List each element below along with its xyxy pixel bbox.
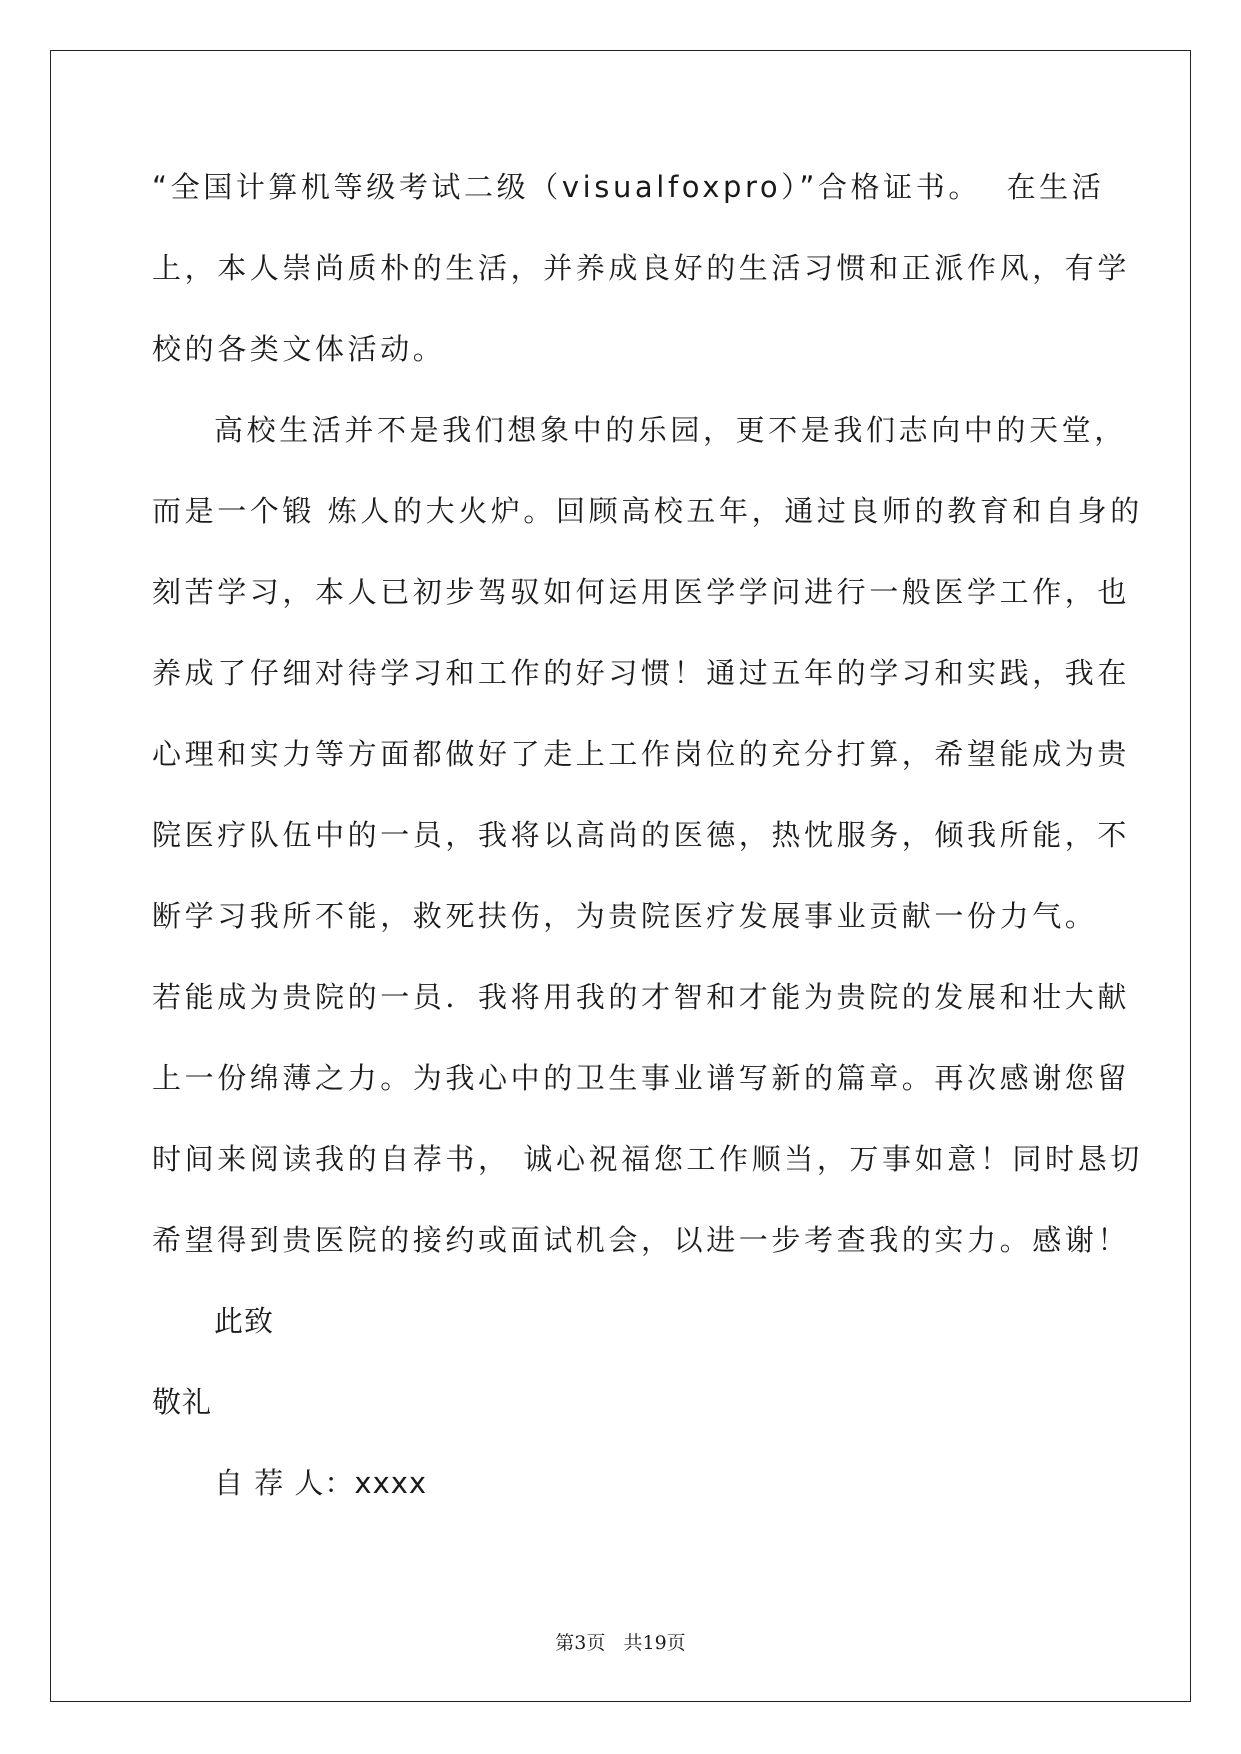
paragraph-line: 院医疗队伍中的一员，我将以高尚的医德，热忱服务，倾我所能，不 [152,818,1131,852]
signature-line: 自 荐 人：xxxx [214,1466,428,1500]
paragraph-line: 心理和实力等方面都做好了走上工作岗位的充分打算，希望能成为贵 [152,737,1131,771]
paragraph-line: 高校生活并不是我们想象中的乐园，更不是我们志向中的天堂， [214,413,1127,447]
paragraph-line: 时间来阅读我的自荐书， 诚心祝福您工作顺当，万事如意！同时恳切 [152,1142,1143,1176]
salutation-line: 敬礼 [152,1385,213,1419]
paragraph-line: 上，本人崇尚质朴的生活，并养成良好的生活习惯和正派作风，有学 [152,251,1131,285]
page-number: 第3页 共19页 [555,1632,686,1654]
paragraph-line: 断学习我所不能，救死扶伤，为贵院医疗发展事业贡献一份力气。 [152,899,1098,933]
letter-body [152,162,1143,1539]
paragraph-line: 上一份绵薄之力。为我心中的卫生事业谱写新的篇章。再次感谢您留 [152,1061,1131,1095]
paragraph-line: 养成了仔细对待学习和工作的好习惯！通过五年的学习和实践，我在 [152,656,1131,690]
paragraph-line: “全国计算机等级考试二级（visualfoxpro）”合格证书。 在生活 [152,170,1105,204]
paragraph-line: 希望得到贵医院的接约或面试机会，以进一步考查我的实力。感谢！ [152,1223,1131,1257]
paragraph-line: 若能成为贵院的一员．我将用我的才智和才能为贵院的发展和壮大献 [152,980,1131,1014]
paragraph-line: 刻苦学习，本人已初步驾驭如何运用医学学问进行一般医学工作，也 [152,575,1131,609]
paragraph-line: 而是一个锻 炼人的大火炉。回顾高校五年，通过良师的教育和自身的 [152,494,1143,528]
paragraph-line: 校的各类文体活动。 [152,332,446,366]
closing-line: 此致 [214,1304,275,1338]
